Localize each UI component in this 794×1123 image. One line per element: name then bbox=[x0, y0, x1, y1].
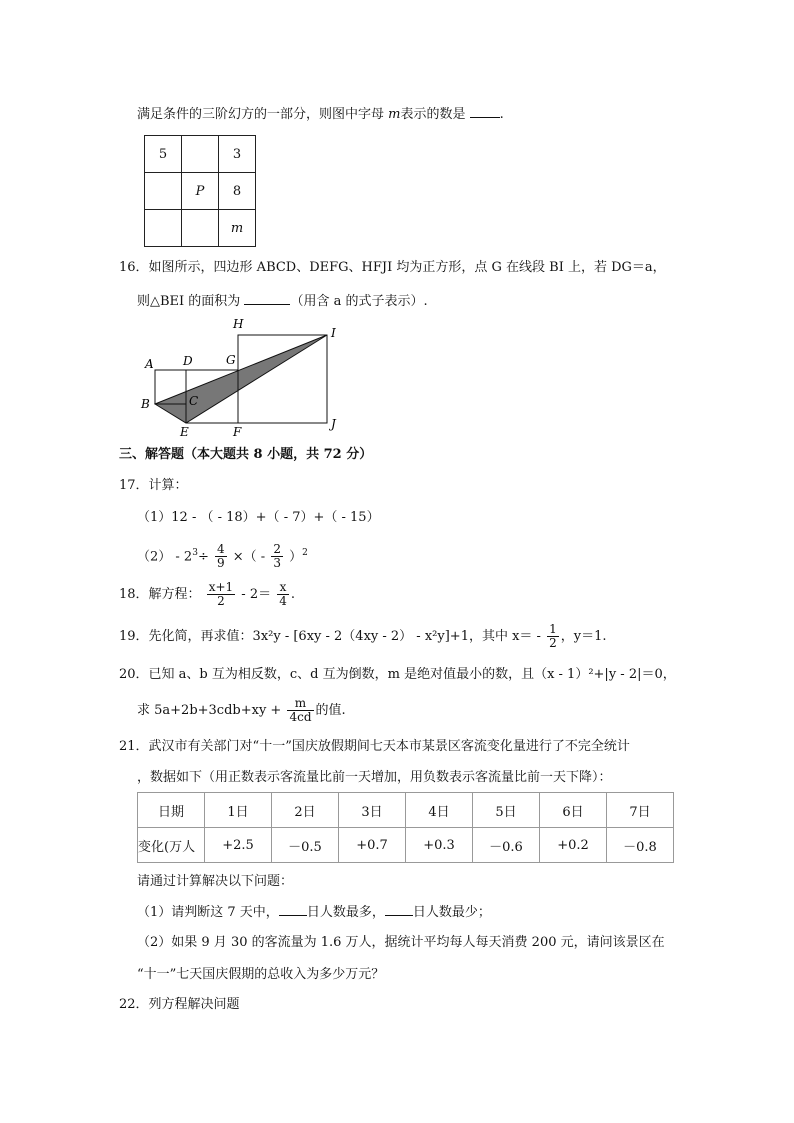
q21-blank-least bbox=[385, 902, 413, 916]
q20-text-b: 的值. bbox=[315, 703, 346, 718]
q18-head: 18．解方程： bbox=[119, 587, 201, 602]
label-f: F bbox=[233, 425, 242, 439]
q21-part2-line2: “十一”七天国庆假期的总收入为多少万元？ bbox=[137, 967, 385, 982]
q17-part1: （1）12 - （ - 18）+（ - 7）+（ - 15） bbox=[137, 510, 380, 525]
q19-text-a: 19．先化简，再求值：3x²y - [6xy - 2（4xy - 2） - x²y]+1，其中 x＝ - bbox=[119, 629, 546, 644]
label-a: A bbox=[145, 357, 154, 371]
q18-mid: - 2＝ bbox=[241, 587, 272, 602]
q15-var: m bbox=[388, 107, 401, 122]
geometry-figure bbox=[135, 315, 345, 440]
q15-end: . bbox=[499, 107, 504, 122]
q16-text2a: 则△BEI 的面积为 bbox=[137, 294, 241, 309]
q21-ask: 请通过计算解决以下问题： bbox=[137, 874, 294, 889]
q18-line bbox=[119, 578, 295, 612]
q17-p2-exp2: 2 bbox=[302, 548, 308, 558]
magic-cell: 3 bbox=[219, 136, 256, 173]
table-header-cell: 6日 bbox=[540, 793, 607, 828]
q17-p2c: ×（ - bbox=[232, 549, 270, 565]
q21-line2: ，数据如下（用正数表示客流量比前一天增加，用负数表示客流量比前一天下降）： bbox=[137, 770, 612, 785]
q17-p2d: ） bbox=[289, 549, 303, 565]
q20-line1: 20．已知 a、b 互为相反数，c、d 互为倒数，m 是绝对值最小的数，且（x - 1）²+|y - 2|＝0， bbox=[119, 667, 676, 682]
table-header-cell: 2日 bbox=[272, 793, 339, 828]
magic-cell: P bbox=[182, 173, 219, 210]
q21-p1c: 日人数最少； bbox=[412, 905, 491, 920]
q17-fraction1: $\frac{4}{9}$ bbox=[216, 542, 225, 571]
section-heading: 三、解答题（本大题共 8 小题，共 72 分） bbox=[119, 447, 373, 462]
q16-number: 16． bbox=[119, 260, 149, 275]
label-g: G bbox=[226, 353, 236, 367]
q21-line1: 21．武汉市有关部门对“十一”国庆放假期间七天本市某景区客流变化量进行了不完全统计 bbox=[119, 739, 630, 754]
magic-cell: m bbox=[219, 210, 256, 247]
q16-line2 bbox=[137, 291, 428, 311]
q21-p1b: 日人数最多， bbox=[306, 905, 385, 920]
table-cell: －0.6 bbox=[473, 828, 540, 863]
triangle-bei bbox=[155, 335, 327, 423]
table-cell: +0.3 bbox=[406, 828, 473, 863]
q16-text1: 如图所示，四边形 ABCD、DEFG、HFJI 均为正方形，点 G 在线段 BI 上，若 DG＝a， bbox=[148, 260, 666, 275]
magic-cell bbox=[182, 136, 219, 173]
q18-fraction1: $\frac{x+1}{2}$ bbox=[208, 580, 234, 608]
magic-cell: 5 bbox=[145, 136, 182, 173]
q20-text-a: 求 5a+2b+3cdb+xy + bbox=[137, 703, 282, 718]
q21-p1a: （1）请判断这 7 天中， bbox=[137, 905, 279, 920]
table-cell: －0.5 bbox=[272, 828, 339, 863]
q22-heading: 22．列方程解决问题 bbox=[119, 997, 240, 1012]
table-cell: +0.2 bbox=[540, 828, 607, 863]
q16-answer-blank bbox=[244, 291, 290, 305]
q21-blank-most bbox=[279, 902, 307, 916]
q20-fraction: $\frac{m}{4cd}$ bbox=[289, 696, 312, 724]
table-header-cell: 7日 bbox=[607, 793, 674, 828]
table-header-cell: 1日 bbox=[205, 793, 272, 828]
magic-cell bbox=[145, 173, 182, 210]
q15-answer-blank bbox=[470, 104, 500, 118]
table-cell: －0.8 bbox=[607, 828, 674, 863]
q19-fraction: $\frac{1}{2}$ bbox=[549, 622, 557, 650]
q16-line1 bbox=[119, 259, 666, 277]
table-header-cell: 4日 bbox=[406, 793, 473, 828]
q17-p2-exp: 3 bbox=[192, 548, 198, 558]
q15-line bbox=[137, 104, 504, 124]
q17-part2 bbox=[137, 537, 308, 573]
label-c: C bbox=[189, 394, 199, 408]
magic-cell bbox=[145, 210, 182, 247]
q16-text2b: （用含 a 的式子表示）. bbox=[290, 294, 428, 309]
q18-end: . bbox=[290, 587, 296, 602]
q17-head: 17．计算： bbox=[119, 478, 188, 493]
q15-tail: 表示的数是 bbox=[400, 107, 466, 122]
label-h: H bbox=[233, 317, 244, 331]
q20-line2 bbox=[137, 694, 346, 728]
table-cell: 变化(万人 bbox=[138, 828, 205, 863]
q19-text-b: ，y＝1. bbox=[560, 629, 607, 644]
table-cell: +2.5 bbox=[205, 828, 272, 863]
label-j: J bbox=[331, 417, 336, 431]
magic-cell bbox=[182, 210, 219, 247]
table-cell: +0.7 bbox=[339, 828, 406, 863]
q21-part1 bbox=[137, 902, 491, 922]
label-e: E bbox=[180, 425, 189, 439]
q18-fraction2: $\frac{x}{4}$ bbox=[279, 580, 287, 608]
q15-text: 满足条件的三阶幻方的一部分，则图中字母 bbox=[137, 107, 385, 122]
magic-square-grid bbox=[144, 135, 256, 247]
visitor-change-table bbox=[137, 792, 674, 863]
table-header-cell: 3日 bbox=[339, 793, 406, 828]
label-i: I bbox=[331, 326, 336, 340]
q21-part2-line1: （2）如果 9 月 30 的客流量为 1.6 万人，据统计平均每人每天消费 200 元，请问该景区在 bbox=[137, 935, 665, 950]
table-header-cell: 日期 bbox=[138, 793, 205, 828]
q17-p2b: ÷ bbox=[197, 549, 209, 565]
q17-fraction2: $\frac{2}{3}$ bbox=[273, 542, 281, 571]
table-header-cell: 5日 bbox=[473, 793, 540, 828]
q19-line bbox=[119, 620, 606, 654]
label-b: B bbox=[141, 397, 150, 411]
label-d: D bbox=[183, 354, 193, 368]
table-row bbox=[138, 793, 674, 828]
q17-p2a: （2） - 2 bbox=[137, 549, 193, 565]
table-row bbox=[138, 828, 674, 863]
magic-cell: 8 bbox=[219, 173, 256, 210]
